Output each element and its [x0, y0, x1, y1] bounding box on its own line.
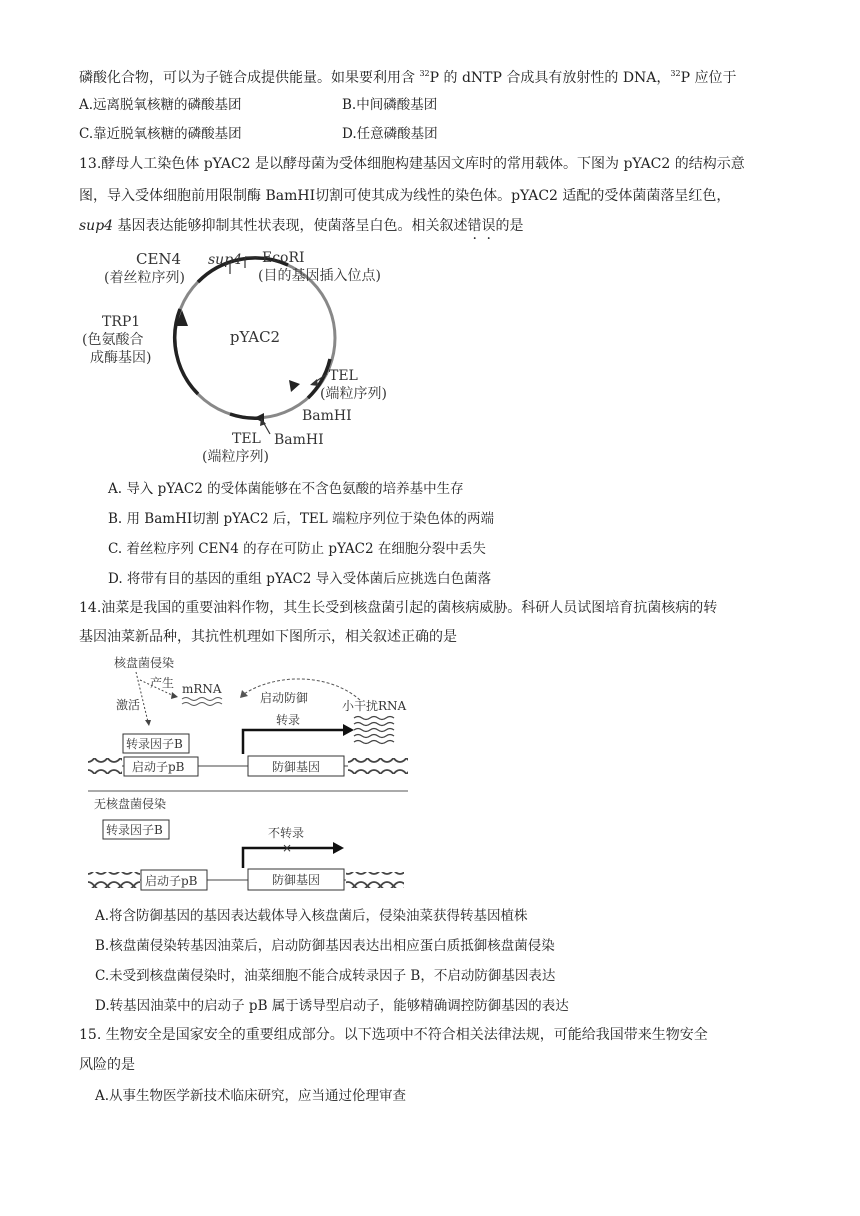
- gene-label-top: 防御基因: [272, 760, 321, 774]
- transcribe-label: 转录: [276, 713, 301, 727]
- trp1-note-line1: (色氨酸合: [82, 332, 144, 348]
- ecori-label: EcoRⅠ: [262, 250, 305, 266]
- q13-stem-line3: sup4 基因表达能够抑制其性状表现，使菌落呈白色。相关叙述错误的是: [79, 218, 524, 234]
- q12-option-c: C.靠近脱氧核糖的磷酸基团: [79, 126, 242, 142]
- q13-option-b: B. 用 BamHⅠ切割 pYAC2 后，TEL 端粒序列位于染色体的两端: [108, 511, 495, 527]
- cen4-note: (着丝粒序列): [104, 270, 185, 286]
- q14-option-c: C.未受到核盘菌侵染时，油菜细胞不能合成转录因子 B，不启动防御基因表达: [95, 968, 556, 984]
- plasmid-name: pYAC2: [229, 328, 281, 346]
- q13-option-d: D. 将带有目的基因的重组 pYAC2 导入受体菌后应挑选白色菌落: [108, 571, 492, 587]
- emphasis-char: 误: [481, 218, 496, 234]
- q13-option-a: A. 导入 pYAC2 的受体菌能够在不含色氨酸的培养基中生存: [108, 481, 464, 497]
- superscript: 32: [419, 69, 430, 78]
- tel-right-label: TEL: [329, 368, 358, 384]
- activate-arrow: [136, 672, 148, 722]
- transcribe-arrow: [243, 730, 343, 754]
- arrowhead: [171, 692, 178, 699]
- mrna-wave: [182, 698, 222, 706]
- dna-strand: [346, 872, 404, 888]
- arrowhead: [240, 690, 248, 698]
- q13-stem-line1: 13.酵母人工染色体 pYAC2 是以酵母菌为受体细胞构建基因文库时的常用载体。下图为 pYAC2 的结构示意: [79, 156, 745, 172]
- dna-strand: [88, 872, 140, 888]
- q14-stem-line2: 基因油菜新品种，其抗性机理如下图所示，相关叙述正确的是: [79, 629, 457, 645]
- gene-label-bottom: 防御基因: [272, 873, 321, 887]
- q15-stem-line2: 风险的是: [79, 1057, 135, 1073]
- trp1-note-line2: 成酶基因): [90, 350, 152, 366]
- q14-option-d: D.转基因油菜中的启动子 pB 属于诱导型启动子，能够精确调控防御基因的表达: [95, 998, 569, 1014]
- emphasis-char: 错: [467, 218, 482, 234]
- q14-stem-line1: 14.油菜是我国的重要油料作物，其生长受到核盘菌引起的菌核病威胁。科研人员试图培育抗菌核病的转: [79, 600, 718, 616]
- cross-mark: ×: [282, 841, 293, 855]
- dna-strand: [348, 758, 408, 774]
- no-infect-label: 无核盘菌侵染: [94, 797, 167, 811]
- q12-option-d: D.任意磷酸基团: [342, 126, 438, 142]
- promoter-label-top: 启动子pB: [132, 760, 185, 774]
- q15-stem-line1: 15. 生物安全是国家安全的重要组成部分。以下选项中不符合相关法律法规，可能给我国带来生物安全: [79, 1027, 708, 1043]
- sirna-wave: [354, 717, 394, 744]
- infect-label: 核盘菌侵染: [114, 656, 175, 670]
- activate-label: 激活: [116, 698, 141, 712]
- tel-right-note: (端粒序列): [320, 386, 387, 402]
- tel-bottom-note: (端粒序列): [202, 449, 269, 465]
- q13-stem-line2: 图，导入受体细胞前用限制酶 BamHⅠ切割可使其成为线性的染色体。pYAC2 适配的受体菌菌落呈红色，: [79, 188, 731, 204]
- cen4-label: CEN4: [136, 250, 182, 268]
- tel-bottom-label: TEL: [232, 431, 261, 447]
- q14-option-a: A.将含防御基因的基因表达载体导入核盘菌后，侵染油菜获得转基因植株: [95, 908, 528, 924]
- q12-option-b: B.中间磷酸基团: [342, 97, 438, 113]
- no-transcribe-label: 不转录: [268, 826, 305, 840]
- tel-arrowhead: [289, 380, 300, 392]
- tf-label-bottom: 转录因子B: [106, 823, 163, 837]
- bamh-bottom-label: BamHⅠ: [274, 432, 324, 448]
- mrna-label: mRNA: [182, 682, 222, 696]
- bamh-right-label: BamHⅠ: [302, 408, 352, 424]
- pointer-arrowhead: [310, 379, 318, 386]
- arrowhead: [343, 724, 354, 736]
- q15-option-a: A.从事生物医学新技术临床研究，应当通过伦理审查: [95, 1088, 407, 1104]
- q14-option-b: B.核盘菌侵染转基因油菜后，启动防御基因表达出相应蛋白质抵御核盘菌侵染: [95, 938, 555, 954]
- q12-option-a: A.远离脱氧核糖的磷酸基团: [79, 97, 242, 113]
- pyac2-plasmid-diagram: [80, 244, 420, 472]
- sup4-label: sup4: [208, 252, 243, 268]
- promoter-label-bottom: 启动子pB: [145, 874, 198, 888]
- tf-label-top: 转录因子B: [126, 737, 183, 751]
- produce-label: 产生: [150, 676, 175, 690]
- arrowhead: [333, 842, 344, 854]
- ecori-note: (目的基因插入位点): [258, 268, 381, 284]
- q12-stem: 磷酸化合物，可以为子链合成提供能量。如果要利用含 $^{32}$P 的 dNTP 合成具有放射性的 DNA，$^{32}$P 应位于: [79, 69, 737, 86]
- trp1-label: TRP1: [102, 314, 141, 330]
- defense-mechanism-diagram: [88, 654, 418, 894]
- superscript: 32: [670, 69, 681, 78]
- dna-strand: [88, 758, 122, 774]
- q13-option-c: C. 着丝粒序列 CEN4 的存在可防止 pYAC2 在细胞分裂中丢失: [108, 541, 486, 557]
- arrowhead: [145, 720, 151, 726]
- sirna-label: 小干扰RNA: [342, 699, 407, 713]
- defense-start-label: 启动防御: [260, 691, 309, 705]
- gene-name: sup4: [79, 218, 114, 234]
